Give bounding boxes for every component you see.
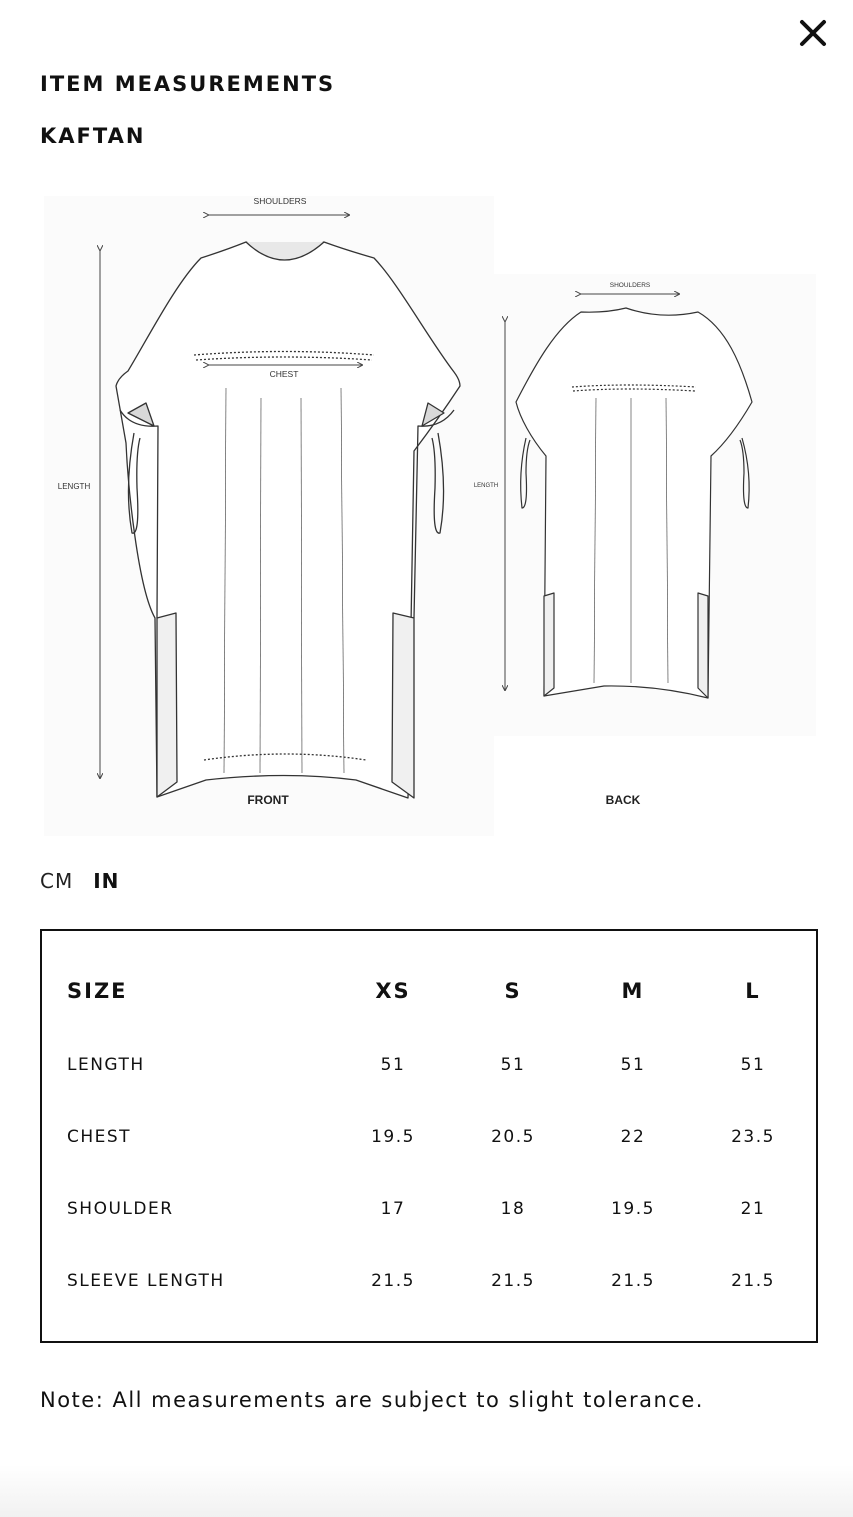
- measurement-diagram: [36, 188, 816, 840]
- table-cell: 22: [620, 1127, 646, 1147]
- table-cell: 19.5: [611, 1199, 655, 1219]
- column-header: XS: [375, 979, 411, 1003]
- back-shoulders-label: SHOULDERS: [609, 282, 651, 289]
- table-row: [42, 1261, 816, 1301]
- table-cell: 51: [380, 1055, 406, 1075]
- unit-in-toggle[interactable]: IN: [93, 869, 120, 893]
- row-label: CHEST: [67, 1127, 132, 1147]
- table-cell: 21.5: [611, 1271, 655, 1291]
- page-title: ITEM MEASUREMENTS: [40, 72, 336, 96]
- table-cell: 51: [500, 1055, 526, 1075]
- table-cell: 21.5: [731, 1271, 775, 1291]
- table-cell: 17: [380, 1199, 406, 1219]
- bottom-fade: [0, 1465, 853, 1517]
- column-header: S: [504, 979, 522, 1003]
- front-garment: [116, 242, 460, 798]
- front-shoulders-label: SHOULDERS: [253, 196, 307, 206]
- tolerance-note: Note: All measurements are subject to slight tolerance.: [40, 1388, 704, 1412]
- back-caption: BACK: [605, 793, 641, 807]
- table-cell: 19.5: [371, 1127, 415, 1147]
- column-header: M: [621, 979, 645, 1003]
- table-cell: 21.5: [371, 1271, 415, 1291]
- table-cell: 20.5: [491, 1127, 535, 1147]
- front-chest-label: CHEST: [269, 369, 299, 379]
- close-button[interactable]: [794, 14, 832, 52]
- row-label: SHOULDER: [67, 1199, 174, 1219]
- close-icon: [799, 19, 827, 47]
- front-length-label: LENGTH: [57, 482, 91, 491]
- table-row: [42, 1189, 816, 1229]
- table-cell: 18: [500, 1199, 526, 1219]
- table-header-row: [42, 971, 816, 1011]
- row-label: SLEEVE LENGTH: [67, 1271, 225, 1291]
- product-name: KAFTAN: [40, 124, 146, 148]
- table-cell: 51: [740, 1055, 766, 1075]
- table-cell: 21.5: [491, 1271, 535, 1291]
- unit-toggle: [40, 869, 119, 893]
- back-length-label: LENGTH: [473, 483, 499, 489]
- table-cell: 21: [740, 1199, 766, 1219]
- row-label: LENGTH: [67, 1055, 145, 1075]
- table-row: [42, 1117, 816, 1157]
- front-caption: FRONT: [247, 793, 289, 807]
- size-chart-table: [40, 929, 818, 1343]
- column-header: SIZE: [67, 979, 128, 1003]
- column-header: L: [745, 979, 761, 1003]
- table-cell: 51: [620, 1055, 646, 1075]
- unit-cm-toggle[interactable]: CM: [40, 869, 74, 893]
- table-row: [42, 1045, 816, 1085]
- table-cell: 23.5: [731, 1127, 775, 1147]
